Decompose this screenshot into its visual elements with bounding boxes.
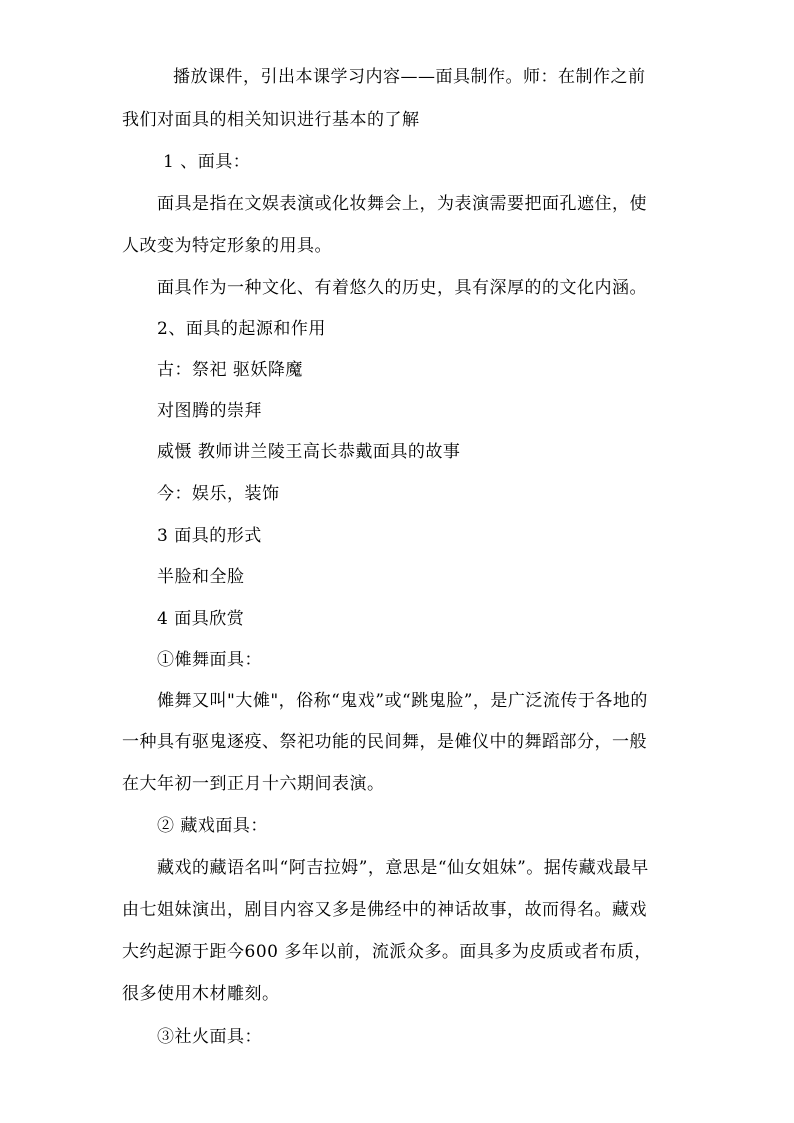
tibetan-mask-title: ② 藏戏面具： [157, 816, 268, 836]
section-1-para-1-line-1: 面具是指在文娱表演或化妆舞会上，为表演需要把面孔遮住，使 [157, 194, 647, 214]
section-1-para-2: 面具作为一种文化、有着悠久的历史，具有深厚的的文化内涵。 [157, 278, 647, 298]
nuo-mask-title: ①傩舞面具： [157, 650, 262, 670]
section-2-heading: 2、面具的起源和作用 [157, 319, 326, 339]
section-2-totem: 对图腾的崇拜 [157, 401, 262, 421]
section-1-heading: 1 、面具： [163, 152, 251, 172]
intro-line-1: 播放课件，引出本课学习内容——面具制作。师：在制作之前 [173, 67, 646, 87]
tibetan-mask-line-2: 由七姐妹演出，剧目内容又多是佛经中的神话故事，故而得名。藏戏 [122, 900, 647, 920]
section-3-heading: 3 面具的形式 [157, 526, 262, 546]
nuo-mask-line-1: 傩舞又叫"大傩"，俗称“鬼戏”或“跳鬼脸”，是广泛流传于各地的 [157, 691, 648, 711]
tibetan-mask-line-4: 很多使用木材雕刻。 [122, 984, 280, 1004]
tibetan-mask-line-3: 大约起源于距今600 多年以前，流派众多。面具多为皮质或者布质， [122, 942, 652, 962]
section-3-forms: 半脸和全脸 [157, 567, 245, 587]
section-1-para-1-line-2: 人改变为特定形象的用具。 [122, 236, 332, 256]
section-2-ancient: 古：祭祀 驱妖降魔 [157, 360, 303, 380]
nuo-mask-line-3: 在大年初一到正月十六期间表演。 [122, 774, 385, 794]
shehuo-mask-title: ③社火面具： [157, 1027, 262, 1047]
section-2-modern: 今：娱乐，装饰 [157, 484, 280, 504]
section-2-deter: 威慑 教师讲兰陵王高长恭戴面具的故事 [157, 442, 461, 462]
intro-line-2: 我们对面具的相关知识进行基本的了解 [122, 110, 420, 130]
nuo-mask-line-2: 一种具有驱鬼逐疫、祭祀功能的民间舞，是傩仪中的舞蹈部分，一般 [122, 732, 647, 752]
section-4-heading: 4 面具欣赏 [157, 609, 245, 629]
tibetan-mask-line-1: 藏戏的藏语名叫“阿吉拉姆”，意思是“仙女姐妹”。据传藏戏最早 [157, 858, 649, 878]
